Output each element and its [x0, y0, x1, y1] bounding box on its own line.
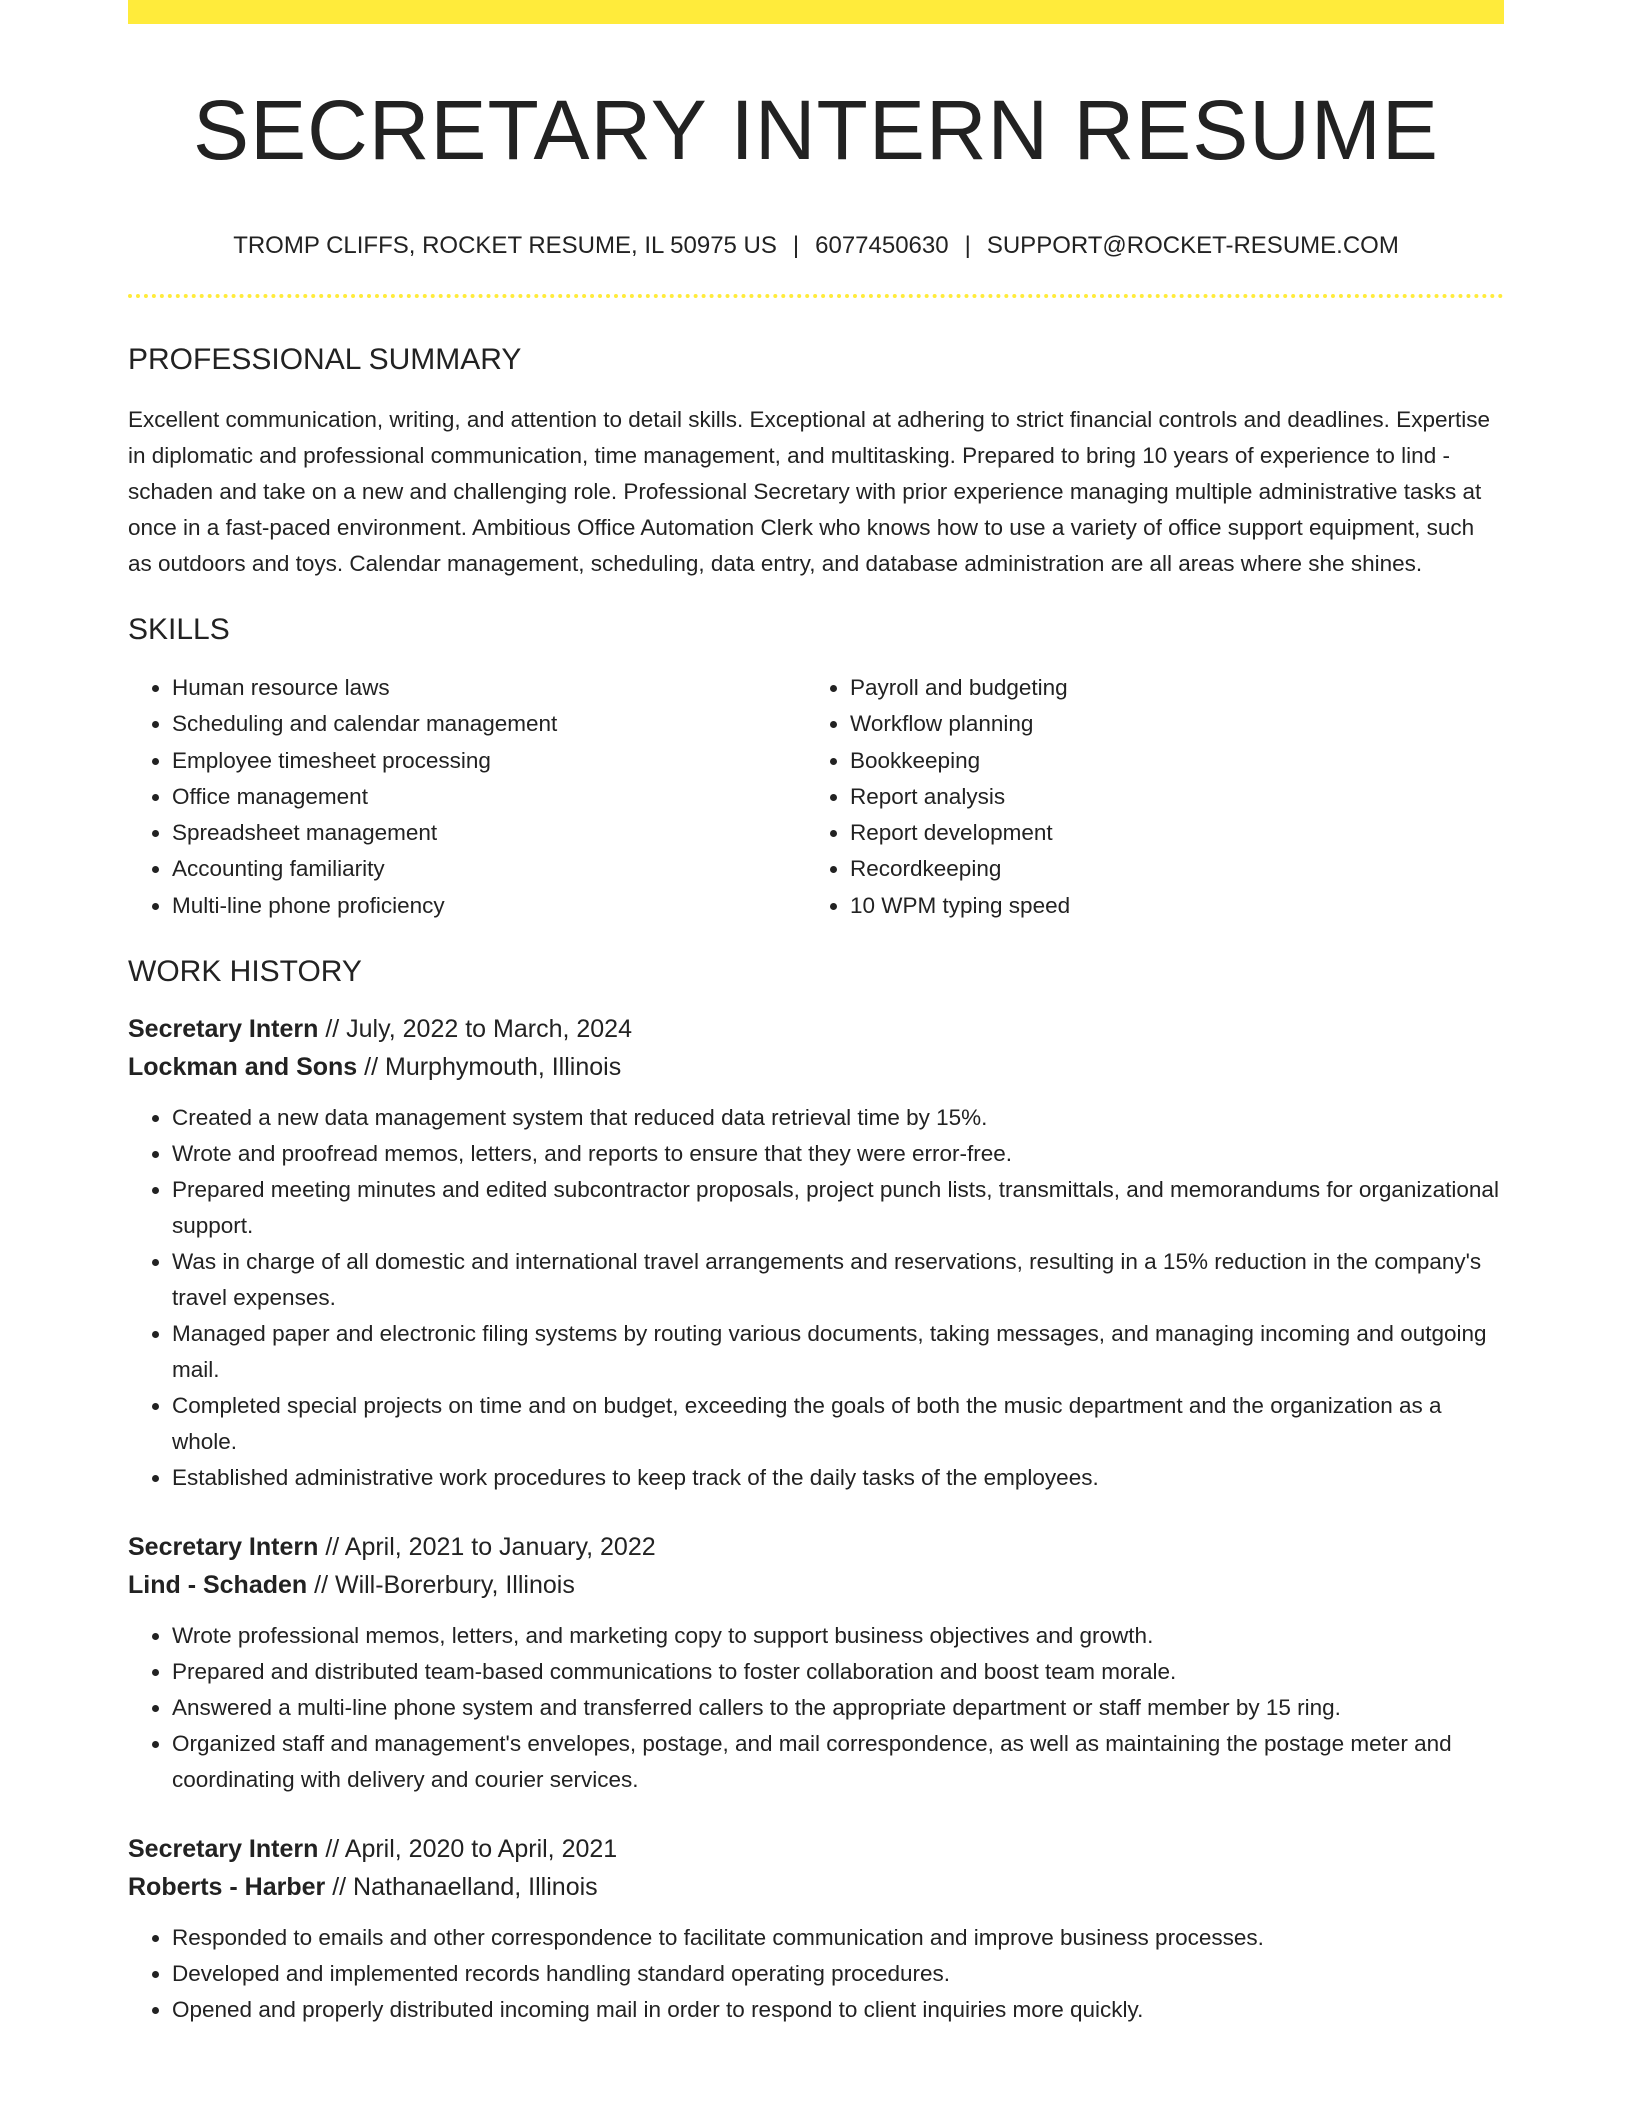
job-title: Secretary Intern [128, 1835, 319, 1864]
skill-item: • Accounting familiarity [172, 851, 806, 887]
job-bullet: • Organized staff and management's envelopes, postage, and mail correspondence, as well as maintaining the postage meter and coordinating with delivery and courier services. [172, 1726, 1504, 1798]
job-location: // Nathanaelland, Illinois [325, 1873, 598, 1902]
contact-line [128, 230, 1504, 262]
job-company: Lockman and Sons [128, 1053, 358, 1082]
job-bullet: • Was in charge of all domestic and international travel arrangements and reservations, resulting in a 15% reduction in the company's travel expenses. [172, 1244, 1504, 1316]
job-bullet: • Wrote professional memos, letters, and marketing copy to support business objectives and growth. [172, 1618, 1504, 1654]
section-heading-skills: SKILLS [128, 613, 230, 646]
summary-text: Excellent communication, writing, and attention to detail skills. Exceptional at adhering to strict financial controls and deadlines. Expertise in diplomatic and professional communication, time management, and multitasking. Prepared to bring 10 years of experience to lind - schaden and take on a new and challenging role. Professional Secretary with prior experience managing multiple administrative tasks at once in a fast-paced environment. Ambitious Office Automation Clerk who knows how to use a variety of office support equipment, such as outdoors and toys. Calendar management, scheduling, data entry, and database administration are all areas where she shines. [128, 407, 1490, 576]
work-history-section [128, 954, 1504, 2028]
resume-title: SECRETARY INTERN RESUME [193, 83, 1439, 177]
job-title-line [128, 1010, 1504, 1048]
skill-item: • Human resource laws [172, 670, 806, 706]
job-title: Secretary Intern [128, 1533, 319, 1562]
job-location: // Murphymouth, Illinois [357, 1053, 622, 1082]
accent-top-bar [128, 0, 1504, 24]
job-bullet: • Answered a multi-line phone system and transferred callers to the appropriate department or staff member by 15 ring. [172, 1690, 1504, 1726]
contact-email: SUPPORT@ROCKET-RESUME.COM [986, 232, 1399, 259]
contact-address: TROMP CLIFFS, ROCKET RESUME, IL 50975 US [233, 232, 777, 259]
skills-list-left [128, 670, 806, 924]
job-title-line [128, 1528, 1504, 1566]
job-location: // Will-Borerbury, Illinois [307, 1571, 575, 1600]
skill-item: • Multi-line phone proficiency [172, 888, 806, 924]
skills-list-right [806, 670, 1484, 924]
section-heading-summary: PROFESSIONAL SUMMARY [128, 343, 522, 376]
job-entry [128, 1528, 1504, 1798]
job-company: Lind - Schaden [128, 1571, 308, 1600]
skill-item: • Report development [850, 815, 1484, 851]
job-title: Secretary Intern [128, 1015, 319, 1044]
job-bullet: • Responded to emails and other correspondence to facilitate communication and improve business processes. [172, 1920, 1504, 1956]
skill-item: • Recordkeeping [850, 851, 1484, 887]
skill-item: • Office management [172, 779, 806, 815]
job-bullet-list [128, 1100, 1504, 1496]
job-bullet: • Opened and properly distributed incoming mail in order to respond to client inquiries more quickly. [172, 1992, 1504, 2028]
skill-item: • Report analysis [850, 779, 1484, 815]
skills-section [128, 612, 1504, 924]
job-bullet: • Established administrative work procedures to keep track of the daily tasks of the employees. [172, 1460, 1504, 1496]
job-company-line [128, 1566, 1504, 1604]
job-bullet: • Wrote and proofread memos, letters, and reports to ensure that they were error-free. [172, 1136, 1504, 1172]
skills-columns [128, 670, 1504, 924]
job-bullet-list [128, 1618, 1504, 1798]
skill-item: • Bookkeeping [850, 743, 1484, 779]
job-bullet: • Prepared and distributed team-based communications to foster collaboration and boost team morale. [172, 1654, 1504, 1690]
job-bullet: • Prepared meeting minutes and edited subcontractor proposals, project punch lists, transmittals, and memorandums for organizational support. [172, 1172, 1504, 1244]
job-dates: // April, 2021 to January, 2022 [318, 1533, 656, 1562]
skill-item: • Scheduling and calendar management [172, 706, 806, 742]
job-dates: // April, 2020 to April, 2021 [318, 1835, 618, 1864]
job-dates: // July, 2022 to March, 2024 [318, 1015, 632, 1044]
job-company-line [128, 1868, 1504, 1906]
job-entry [128, 1010, 1504, 1496]
skill-item: • Employee timesheet processing [172, 743, 806, 779]
skill-item: • 10 WPM typing speed [850, 888, 1484, 924]
job-company-line [128, 1048, 1504, 1086]
contact-separator: | [964, 232, 971, 259]
job-bullet: • Created a new data management system that reduced data retrieval time by 15%. [172, 1100, 1504, 1136]
job-bullet: • Managed paper and electronic filing systems by routing various documents, taking messages, and managing incoming and outgoing mail. [172, 1316, 1504, 1388]
professional-summary-section [128, 342, 1504, 582]
job-title-line [128, 1830, 1504, 1868]
job-entry [128, 1830, 1504, 2028]
job-bullet: • Completed special projects on time and on budget, exceeding the goals of both the music department and the organization as a whole. [172, 1388, 1504, 1460]
skill-item: • Spreadsheet management [172, 815, 806, 851]
job-bullet-list [128, 1920, 1504, 2028]
skill-item: • Workflow planning [850, 706, 1484, 742]
contact-separator: | [792, 232, 800, 259]
job-bullet: • Developed and implemented records handling standard operating procedures. [172, 1956, 1504, 1992]
contact-phone: 6077450630 [815, 232, 949, 259]
dotted-divider [128, 294, 1504, 298]
section-heading-work-history: WORK HISTORY [128, 955, 362, 989]
job-company: Roberts - Harber [128, 1873, 326, 1902]
skill-item: • Payroll and budgeting [850, 670, 1484, 706]
resume-page [128, 0, 1504, 2060]
